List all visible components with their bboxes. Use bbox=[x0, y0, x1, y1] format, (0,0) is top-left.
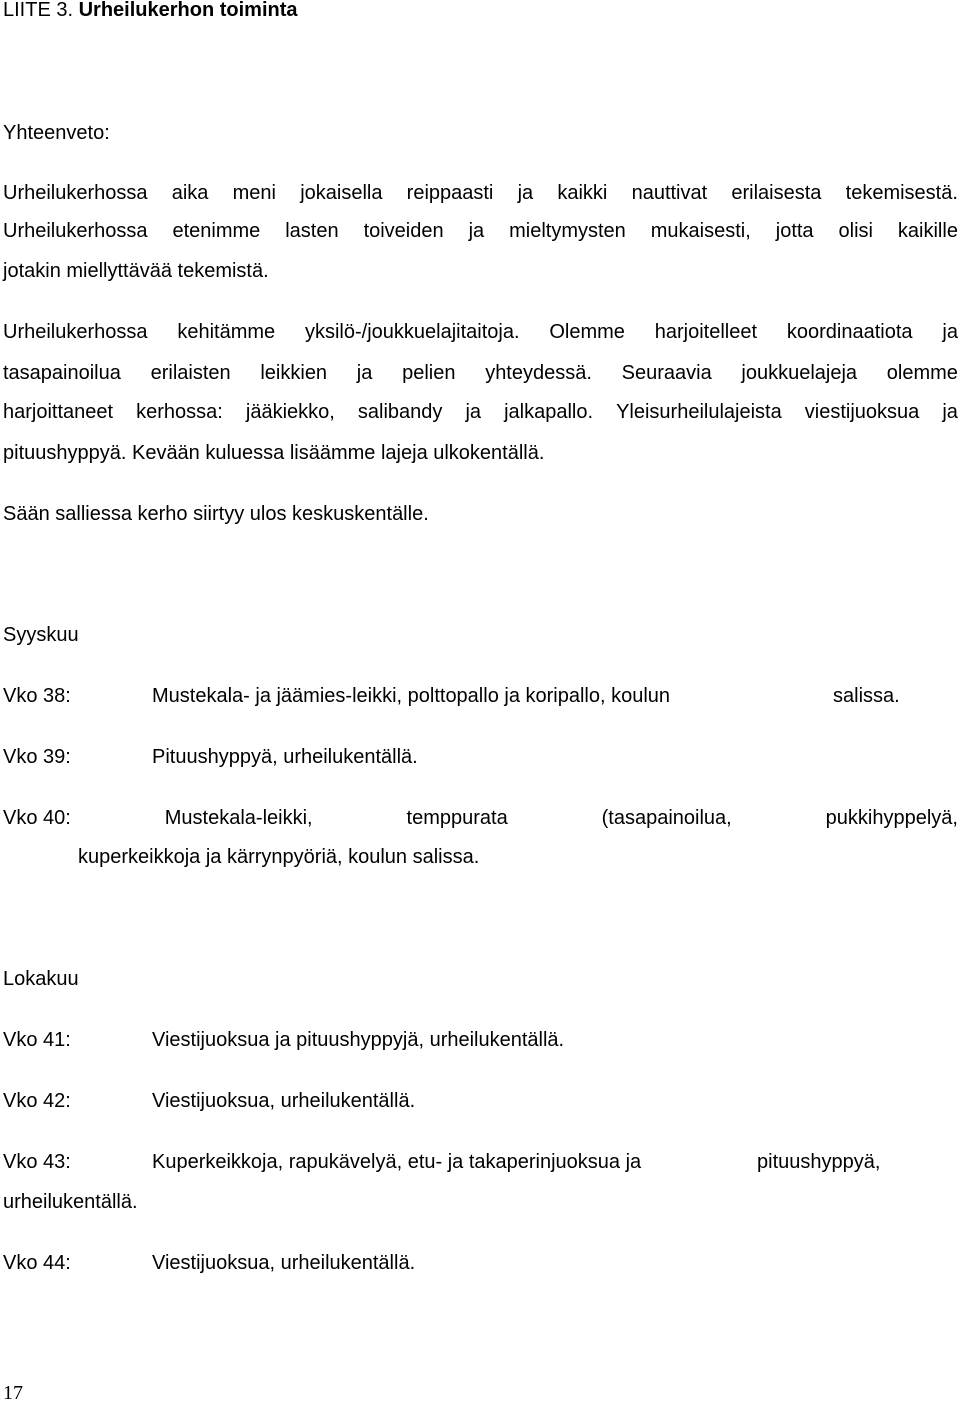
week-activity: Viestijuoksua, urheilukentällä. bbox=[152, 1090, 416, 1112]
word: mukaisesti, bbox=[650, 220, 751, 242]
word: kerhossa: bbox=[136, 401, 223, 423]
week-activity: Pituushyppyä, urheilukentällä. bbox=[152, 746, 418, 768]
summary-paragraph-2-line-4: pituushyppyä. Kevään kuluessa lisäämme lajeja ulkokentällä. bbox=[3, 442, 545, 464]
word: ja bbox=[465, 401, 482, 423]
word: jotta bbox=[775, 220, 814, 242]
week-activity-end: salissa. bbox=[833, 685, 900, 707]
word: salibandy bbox=[357, 401, 443, 423]
word: ja bbox=[517, 182, 534, 204]
word: Urheilukerhossa bbox=[3, 220, 148, 242]
summary-paragraph-2-line-2 bbox=[3, 353, 958, 393]
summary-paragraph-2-line-1 bbox=[3, 312, 958, 352]
week-activity: Kuperkeikkoja, rapukävelyä, etu- ja takaperinjuoksua ja bbox=[152, 1151, 642, 1173]
word: Urheilukerhossa bbox=[3, 182, 148, 204]
word: harjoittaneet bbox=[3, 401, 114, 423]
page-number: 17 bbox=[3, 1382, 23, 1404]
word: olisi bbox=[838, 220, 873, 242]
week-label: Vko 41: bbox=[3, 1029, 71, 1051]
week-activity-end: pituushyppyä, bbox=[757, 1151, 881, 1173]
word: tasapainoilua bbox=[3, 362, 121, 384]
word: temppurata bbox=[406, 807, 508, 829]
word: erilaisten bbox=[150, 362, 231, 384]
summary-paragraph-1-line-3: jotakin miellyttävää tekemistä. bbox=[3, 260, 269, 282]
document-header bbox=[3, 0, 298, 30]
week-label: Vko 44: bbox=[3, 1252, 71, 1274]
word: kaikille bbox=[897, 220, 958, 242]
word: ja bbox=[356, 362, 373, 384]
week-activity-line-2: kuperkeikkoja ja kärrynpyöriä, koulun salissa. bbox=[78, 846, 480, 868]
word: olemme bbox=[886, 362, 958, 384]
word: meni bbox=[232, 182, 276, 204]
word: jääkiekko, bbox=[245, 401, 335, 423]
word: kaikki bbox=[557, 182, 608, 204]
summary-paragraph-1-line-2 bbox=[3, 211, 958, 251]
summary-paragraph-2-line-3 bbox=[3, 392, 958, 432]
word: ja bbox=[468, 220, 485, 242]
word: yksilö-/joukkuelajitaitoja. bbox=[304, 321, 520, 343]
word: jokaisella bbox=[300, 182, 383, 204]
document-title: Urheilukerhon toiminta bbox=[78, 0, 298, 21]
week-label: Vko 38: bbox=[3, 685, 71, 707]
word: lasten bbox=[285, 220, 339, 242]
summary-paragraph-1-line-1 bbox=[3, 173, 958, 213]
word: Yleisurheilulajeista bbox=[616, 401, 782, 423]
word: kehitämme bbox=[177, 321, 276, 343]
week-label: Vko 42: bbox=[3, 1090, 71, 1112]
week-activity-line-1 bbox=[3, 798, 958, 838]
word: leikkien bbox=[260, 362, 328, 384]
word: ja bbox=[942, 401, 958, 423]
word: harjoitelleet bbox=[654, 321, 758, 343]
word: tekemisestä. bbox=[845, 182, 958, 204]
word: jalkapallo. bbox=[504, 401, 594, 423]
word: Olemme bbox=[549, 321, 625, 343]
word: Urheilukerhossa bbox=[3, 321, 148, 343]
word: etenimme bbox=[172, 220, 261, 242]
word: reippaasti bbox=[406, 182, 494, 204]
word: pelien bbox=[402, 362, 456, 384]
word: koordinaatiota bbox=[786, 321, 913, 343]
september-heading: Syyskuu bbox=[3, 624, 79, 646]
word: erilaisesta bbox=[731, 182, 822, 204]
word: nauttivat bbox=[631, 182, 708, 204]
week-activity: Viestijuoksua, urheilukentällä. bbox=[152, 1252, 416, 1274]
summary-heading: Yhteenveto: bbox=[3, 122, 110, 144]
october-heading: Lokakuu bbox=[3, 968, 79, 990]
summary-paragraph-3: Sään salliessa kerho siirtyy ulos keskuskentälle. bbox=[3, 503, 429, 525]
word: ja bbox=[942, 321, 958, 343]
word: aika bbox=[171, 182, 209, 204]
word: pukkihyppelyä, bbox=[825, 807, 958, 829]
word: Seuraavia bbox=[621, 362, 712, 384]
word: mieltymysten bbox=[509, 220, 626, 242]
week-label: Vko 43: bbox=[3, 1151, 71, 1173]
appendix-label: LIITE 3. bbox=[3, 0, 74, 21]
word: toiveiden bbox=[363, 220, 444, 242]
word: viestijuoksua bbox=[804, 401, 920, 423]
week-label: Vko 39: bbox=[3, 746, 71, 768]
week-activity: Viestijuoksua ja pituushyppyjä, urheilukentällä. bbox=[152, 1029, 565, 1051]
week-activity: Mustekala- ja jäämies-leikki, polttopallo ja koripallo, koulun bbox=[152, 685, 671, 707]
word: (tasapainoilua, bbox=[601, 807, 732, 829]
week-activity-line-2: urheilukentällä. bbox=[3, 1191, 138, 1213]
word: joukkuelajeja bbox=[741, 362, 858, 384]
word: Vko 40: bbox=[3, 807, 71, 829]
word: Mustekala-leikki, bbox=[164, 807, 313, 829]
word: yhteydessä. bbox=[485, 362, 592, 384]
